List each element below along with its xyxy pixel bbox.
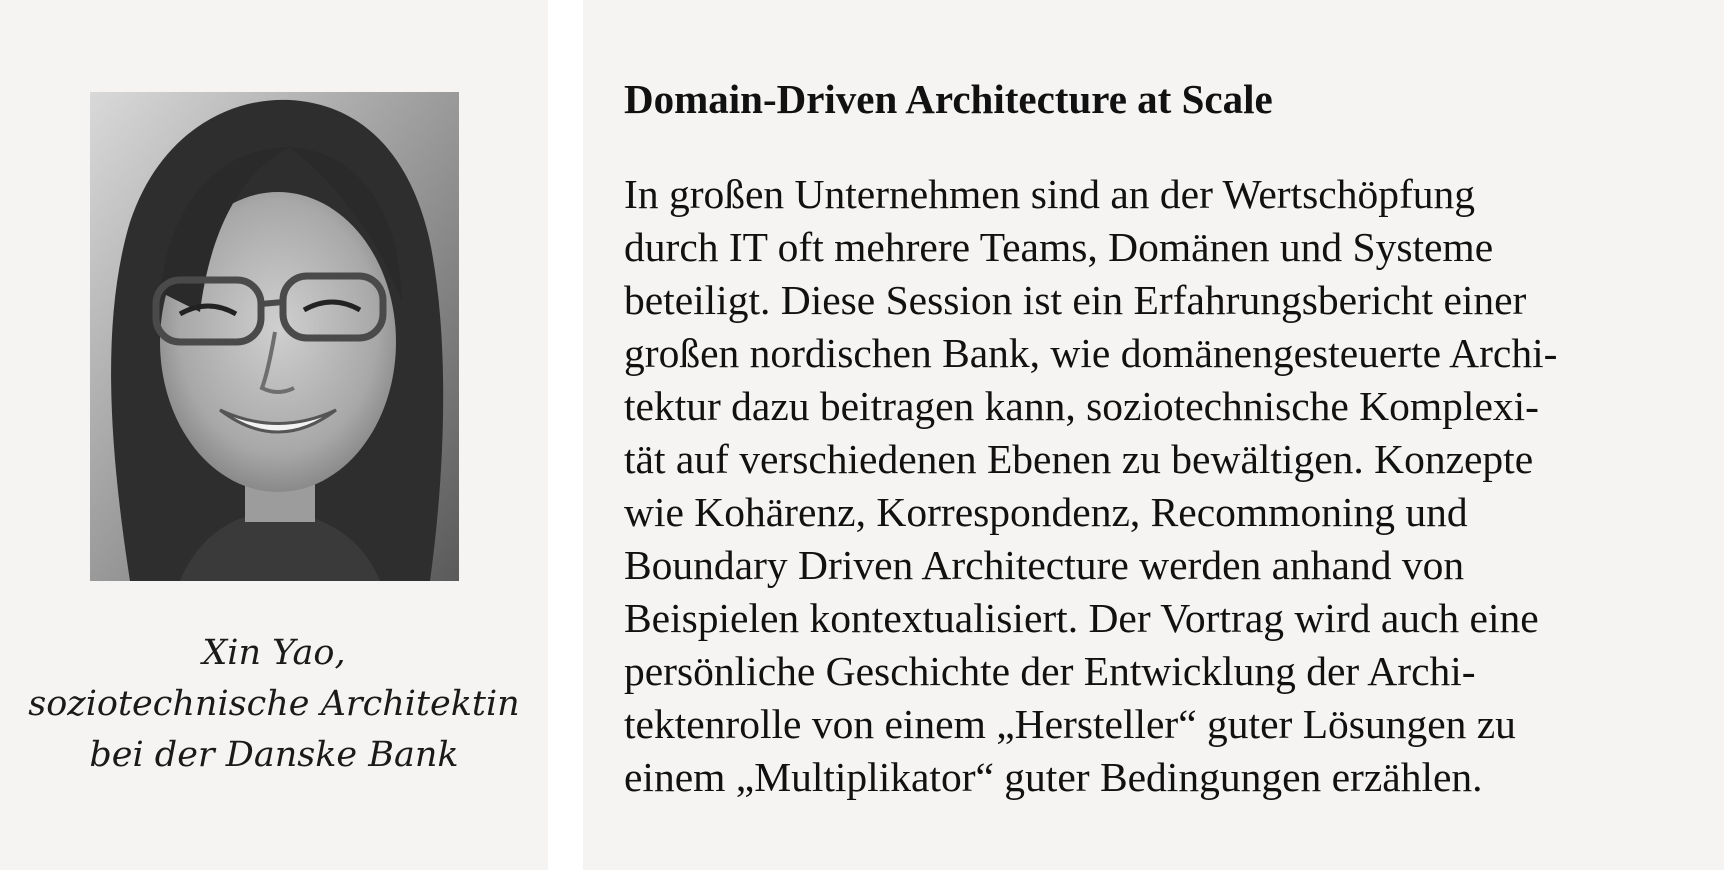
abstract-line: In großen Unternehmen sind an der Wertschöpfung [624,171,1476,217]
speaker-caption [0,628,548,781]
abstract-line: Beispielen kontextualisiert. Der Vortrag wird auch eine [624,595,1539,641]
abstract-line: tät auf verschiedenen Ebenen zu bewältigen. Konzepte [624,436,1534,482]
session-abstract [624,168,1704,804]
speaker-panel [0,0,548,870]
abstract-line: durch IT oft mehrere Teams, Domänen und Systeme [624,224,1494,270]
abstract-line: tektenrolle von einem „Hersteller“ guter Lösungen zu [624,701,1516,747]
speaker-role: soziotechnische Architektin [28,684,520,724]
speaker-company: bei der Danske Bank [89,735,459,775]
abstract-line: tektur dazu beitragen kann, soziotechnische Komplexi- [624,383,1539,429]
speaker-name: Xin Yao, [202,633,346,673]
abstract-line: beteiligt. Diese Session ist ein Erfahrungsbericht einer [624,277,1527,323]
abstract-line: großen nordischen Bank, wie domänengesteuerte Archi- [624,330,1558,376]
abstract-line: einem „Multiplikator“ guter Bedingungen erzählen. [624,754,1483,800]
abstract-line: persönliche Geschichte der Entwicklung der Archi- [624,648,1476,694]
abstract-line: Boundary Driven Architecture werden anhand von [624,542,1465,588]
abstract-line: wie Kohärenz, Korrespondenz, Recommoning und [624,489,1468,535]
session-title: Domain-Driven Architecture at Scale [624,76,1273,122]
speaker-photo [90,92,459,581]
